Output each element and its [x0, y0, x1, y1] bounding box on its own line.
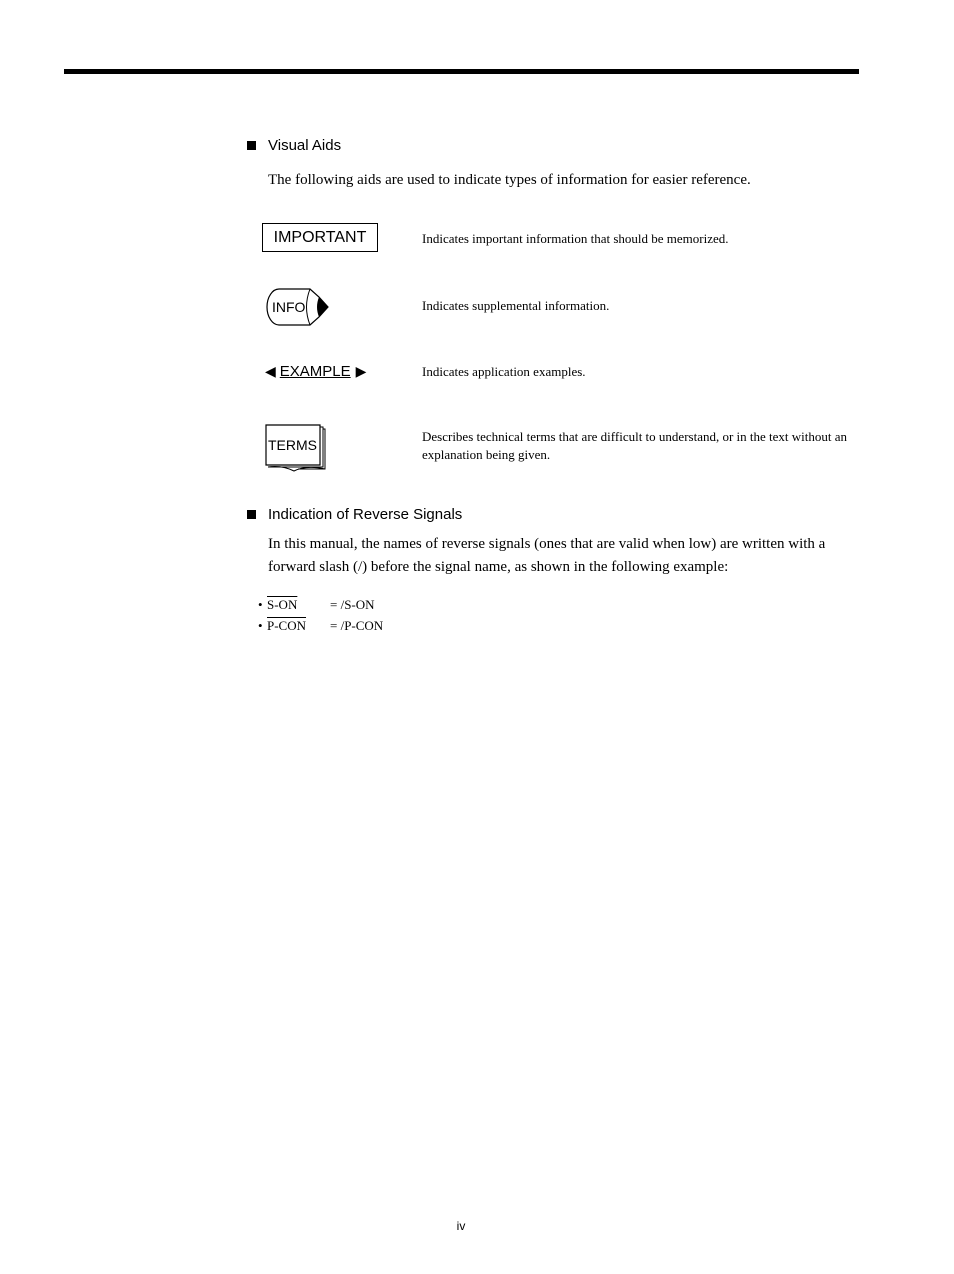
list-bullet: •	[258, 597, 263, 612]
list-bullet: •	[258, 618, 263, 633]
example-label: EXAMPLE	[279, 363, 351, 380]
example-icon	[265, 362, 366, 382]
terms-label: TERMS	[268, 437, 317, 453]
section-heading-visual-aids: Visual Aids	[268, 137, 342, 154]
square-bullet-icon	[247, 141, 256, 150]
page-number: iv	[456, 1219, 466, 1233]
signal-equivalent-p-con: = /P-CON	[330, 618, 384, 633]
important-icon: IMPORTANT	[262, 223, 378, 252]
signal-equivalent-s-on: = /S-ON	[330, 597, 375, 612]
top-rule	[64, 69, 859, 74]
info-description: Indicates supplemental information.	[422, 298, 610, 313]
square-bullet-icon	[247, 510, 256, 519]
visual-aids-intro: The following aids are used to indicate types of information for easier reference.	[268, 172, 751, 188]
important-description: Indicates important information that should be memorized.	[422, 231, 729, 246]
section-heading-reverse-signals: Indication of Reverse Signals	[268, 506, 463, 523]
right-triangle-icon: ▶	[355, 364, 367, 380]
reverse-signals-intro: In this manual, the names of reverse signals (ones that are valid when low) are written with a forward slash (/) before the signal name, as shown in the following example:	[268, 536, 826, 575]
terms-description: Describes technical terms that are difficult to understand, or in the text without an explanation being given.	[422, 429, 848, 462]
left-triangle-icon: ◀	[265, 364, 276, 380]
info-label: INFO	[272, 299, 306, 315]
signal-name-p-con: P-CON	[267, 618, 307, 633]
signal-name-s-on: S-ON	[267, 597, 298, 612]
example-description: Indicates application examples.	[422, 364, 586, 379]
